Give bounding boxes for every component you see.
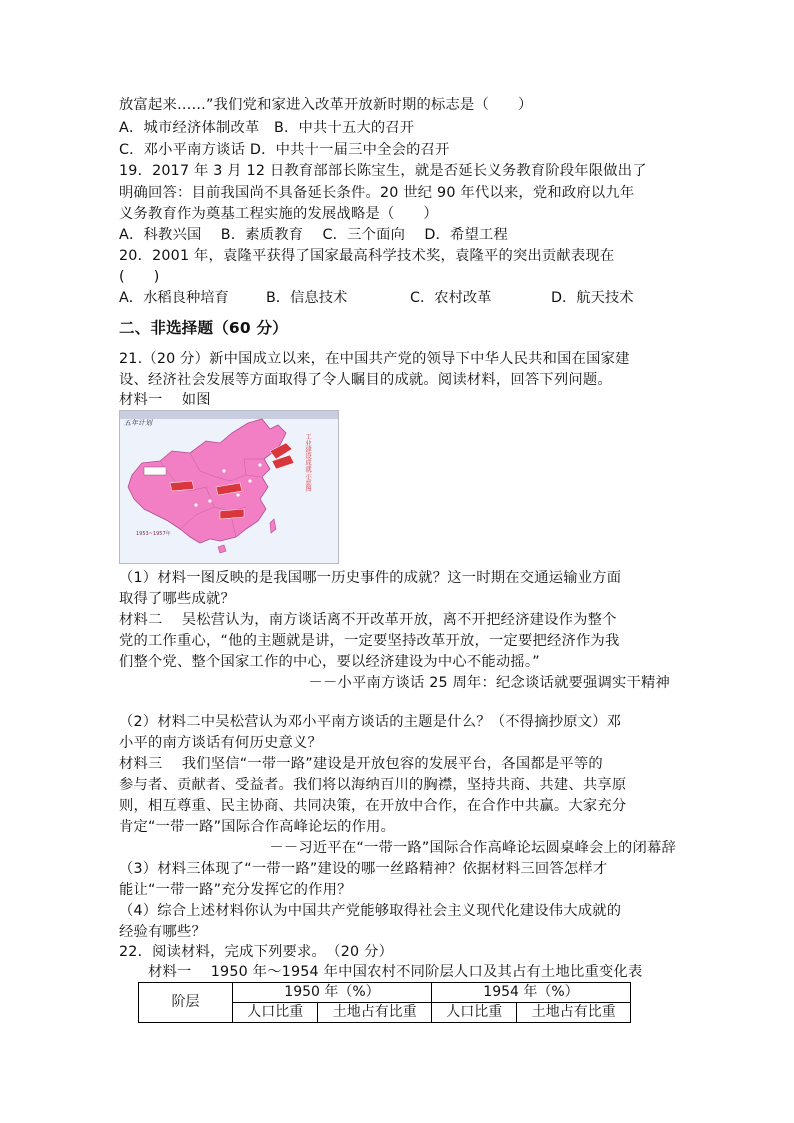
q21-1-stem-1: （1）材料一图反映的是我国哪一历史事件的成就？这一时期在交通运输业方面 bbox=[119, 570, 622, 586]
five-year-plan-map bbox=[119, 410, 339, 564]
table-header-land-1950: 土地占有比重 bbox=[318, 1003, 432, 1023]
material-3-line-2: 参与者、贡献者、受益者。我们将以海纳百川的胸襟，坚持共商、共建、共享原 bbox=[119, 777, 627, 793]
q20-stem-2: ( ) bbox=[119, 269, 160, 285]
table-header-1950: 1950 年（%） bbox=[233, 983, 432, 1003]
q20-stem-1: 20．2001 年，袁隆平获得了国家最高科学技术奖，袁隆平的突出贡献表现在 bbox=[119, 248, 615, 264]
material-3-line-1: 材料三 我们坚信“一带一路”建设是开放包容的发展平台，各国都是平等的 bbox=[119, 756, 603, 772]
q21-stem-2: 设、经济社会发展等方面取得了令人瞩目的成就。阅读材料，回答下列问题。 bbox=[119, 372, 612, 388]
q18-options-cd: C．邓小平南方谈话 D．中共十一届三中全会的召开 bbox=[119, 142, 450, 158]
material-1-label: 材料一 如图 bbox=[119, 392, 211, 408]
table-header-population-1950: 人口比重 bbox=[233, 1003, 318, 1023]
q21-2-stem-1: （2）材料二中吴松营认为邓小平南方谈话的主题是什么？（不得摘抄原文）邓 bbox=[119, 714, 622, 730]
table-header-stratum: 阶层 bbox=[139, 983, 233, 1023]
land-distribution-table bbox=[138, 982, 631, 1023]
material-2-source: －－小平南方谈话 25 周年：纪念谈话就要强调实干精神 bbox=[308, 675, 670, 691]
q21-2-stem-2: 小平的南方谈话有何历史意义？ bbox=[119, 735, 322, 751]
q22-table-caption: 材料一 1950 年～1954 年中国农村不同阶层人口及其占有土地比重变化表 bbox=[148, 964, 643, 980]
q21-1-stem-2: 取得了哪些成就？ bbox=[119, 591, 235, 607]
material-3-line-4: 肯定“一带一路”国际合作高峰论坛的作用。 bbox=[119, 819, 396, 835]
table-header-land-1954: 土地占有比重 bbox=[517, 1003, 631, 1023]
map-caption: 工业建设成就示意图 bbox=[304, 433, 312, 492]
q21-3-stem-2: 能让“一带一路”充分发挥它的作用？ bbox=[119, 882, 352, 898]
table-header-population-1954: 人口比重 bbox=[432, 1003, 517, 1023]
q18-options-ab: A．城市经济体制改革 B．中共十五大的召开 bbox=[119, 120, 415, 136]
q19-options: A．科教兴国 B．素质教育 C．三个面向 D．希望工程 bbox=[119, 227, 509, 243]
map-arrow-4 bbox=[220, 509, 244, 519]
q21-4-stem-2: 经验有哪些？ bbox=[119, 924, 206, 940]
q19-stem-2: 明确回答：目前我国尚不具备延长条件。20 世纪 90 年代以来，党和政府以九年 bbox=[119, 185, 635, 201]
map-years: 1953~1957年 bbox=[136, 531, 171, 537]
section-2-heading: 二、非选择题（60 分） bbox=[119, 319, 288, 337]
material-3-source: －－习近平在“一带一路”国际合作高峰论坛圆桌峰会上的闭幕辞 bbox=[269, 840, 676, 856]
material-2-line-1: 材料二 吴松营认为，南方谈话离不开改革开放，离不开把经济建设作为整个 bbox=[119, 612, 617, 628]
q21-3-stem-1: （3）材料三体现了“一带一路”建设的哪一丝路精神？依据材料三回答怎样才 bbox=[119, 861, 608, 877]
map-arrow-5 bbox=[170, 481, 194, 491]
material-2-line-2: 党的工作重心，“他的主题就是讲，一定要坚持改革开放，一定要把经济作为我 bbox=[119, 633, 620, 649]
q22-stem: 22．阅读材料，完成下列要求。 （20 分） bbox=[119, 944, 394, 960]
q20-option-b: B．信息技术 bbox=[266, 290, 348, 306]
q20-option-c: C．农村改革 bbox=[410, 290, 492, 306]
q19-stem-3: 义务教育作为奠基工程实施的发展战略是（ ） bbox=[119, 206, 438, 222]
q21-stem-1: 21.（20 分）新中国成立以来，在中国共产党的领导下中华人民共和国在国家建 bbox=[119, 351, 630, 367]
q20-option-d: D．航天技术 bbox=[551, 290, 634, 306]
q18-stem-end: 放富起来……”我们党和家进入改革开放新时期的标志是（ ） bbox=[119, 97, 533, 113]
q19-stem-1: 19．2017 年 3 月 12 日教育部部长陈宝生，就是否延长义务教育阶段年限做出了 bbox=[119, 163, 647, 179]
q20-option-a: A．水稻良种培育 bbox=[119, 290, 229, 306]
material-3-line-3: 则，相互尊重、民主协商、共同决策，在开放中合作，在合作中共赢。大家充分 bbox=[119, 798, 627, 814]
material-2-line-3: 们整个党、整个国家工作的中心，要以经济建设为中心不能动摇。” bbox=[119, 654, 540, 670]
q21-4-stem-1: （4）综合上述材料你认为中国共产党能够取得社会主义现代化建设伟大成就的 bbox=[119, 903, 622, 919]
table-header-1954: 1954 年（%） bbox=[432, 983, 631, 1003]
map-banner: 五年计划 bbox=[124, 419, 152, 427]
